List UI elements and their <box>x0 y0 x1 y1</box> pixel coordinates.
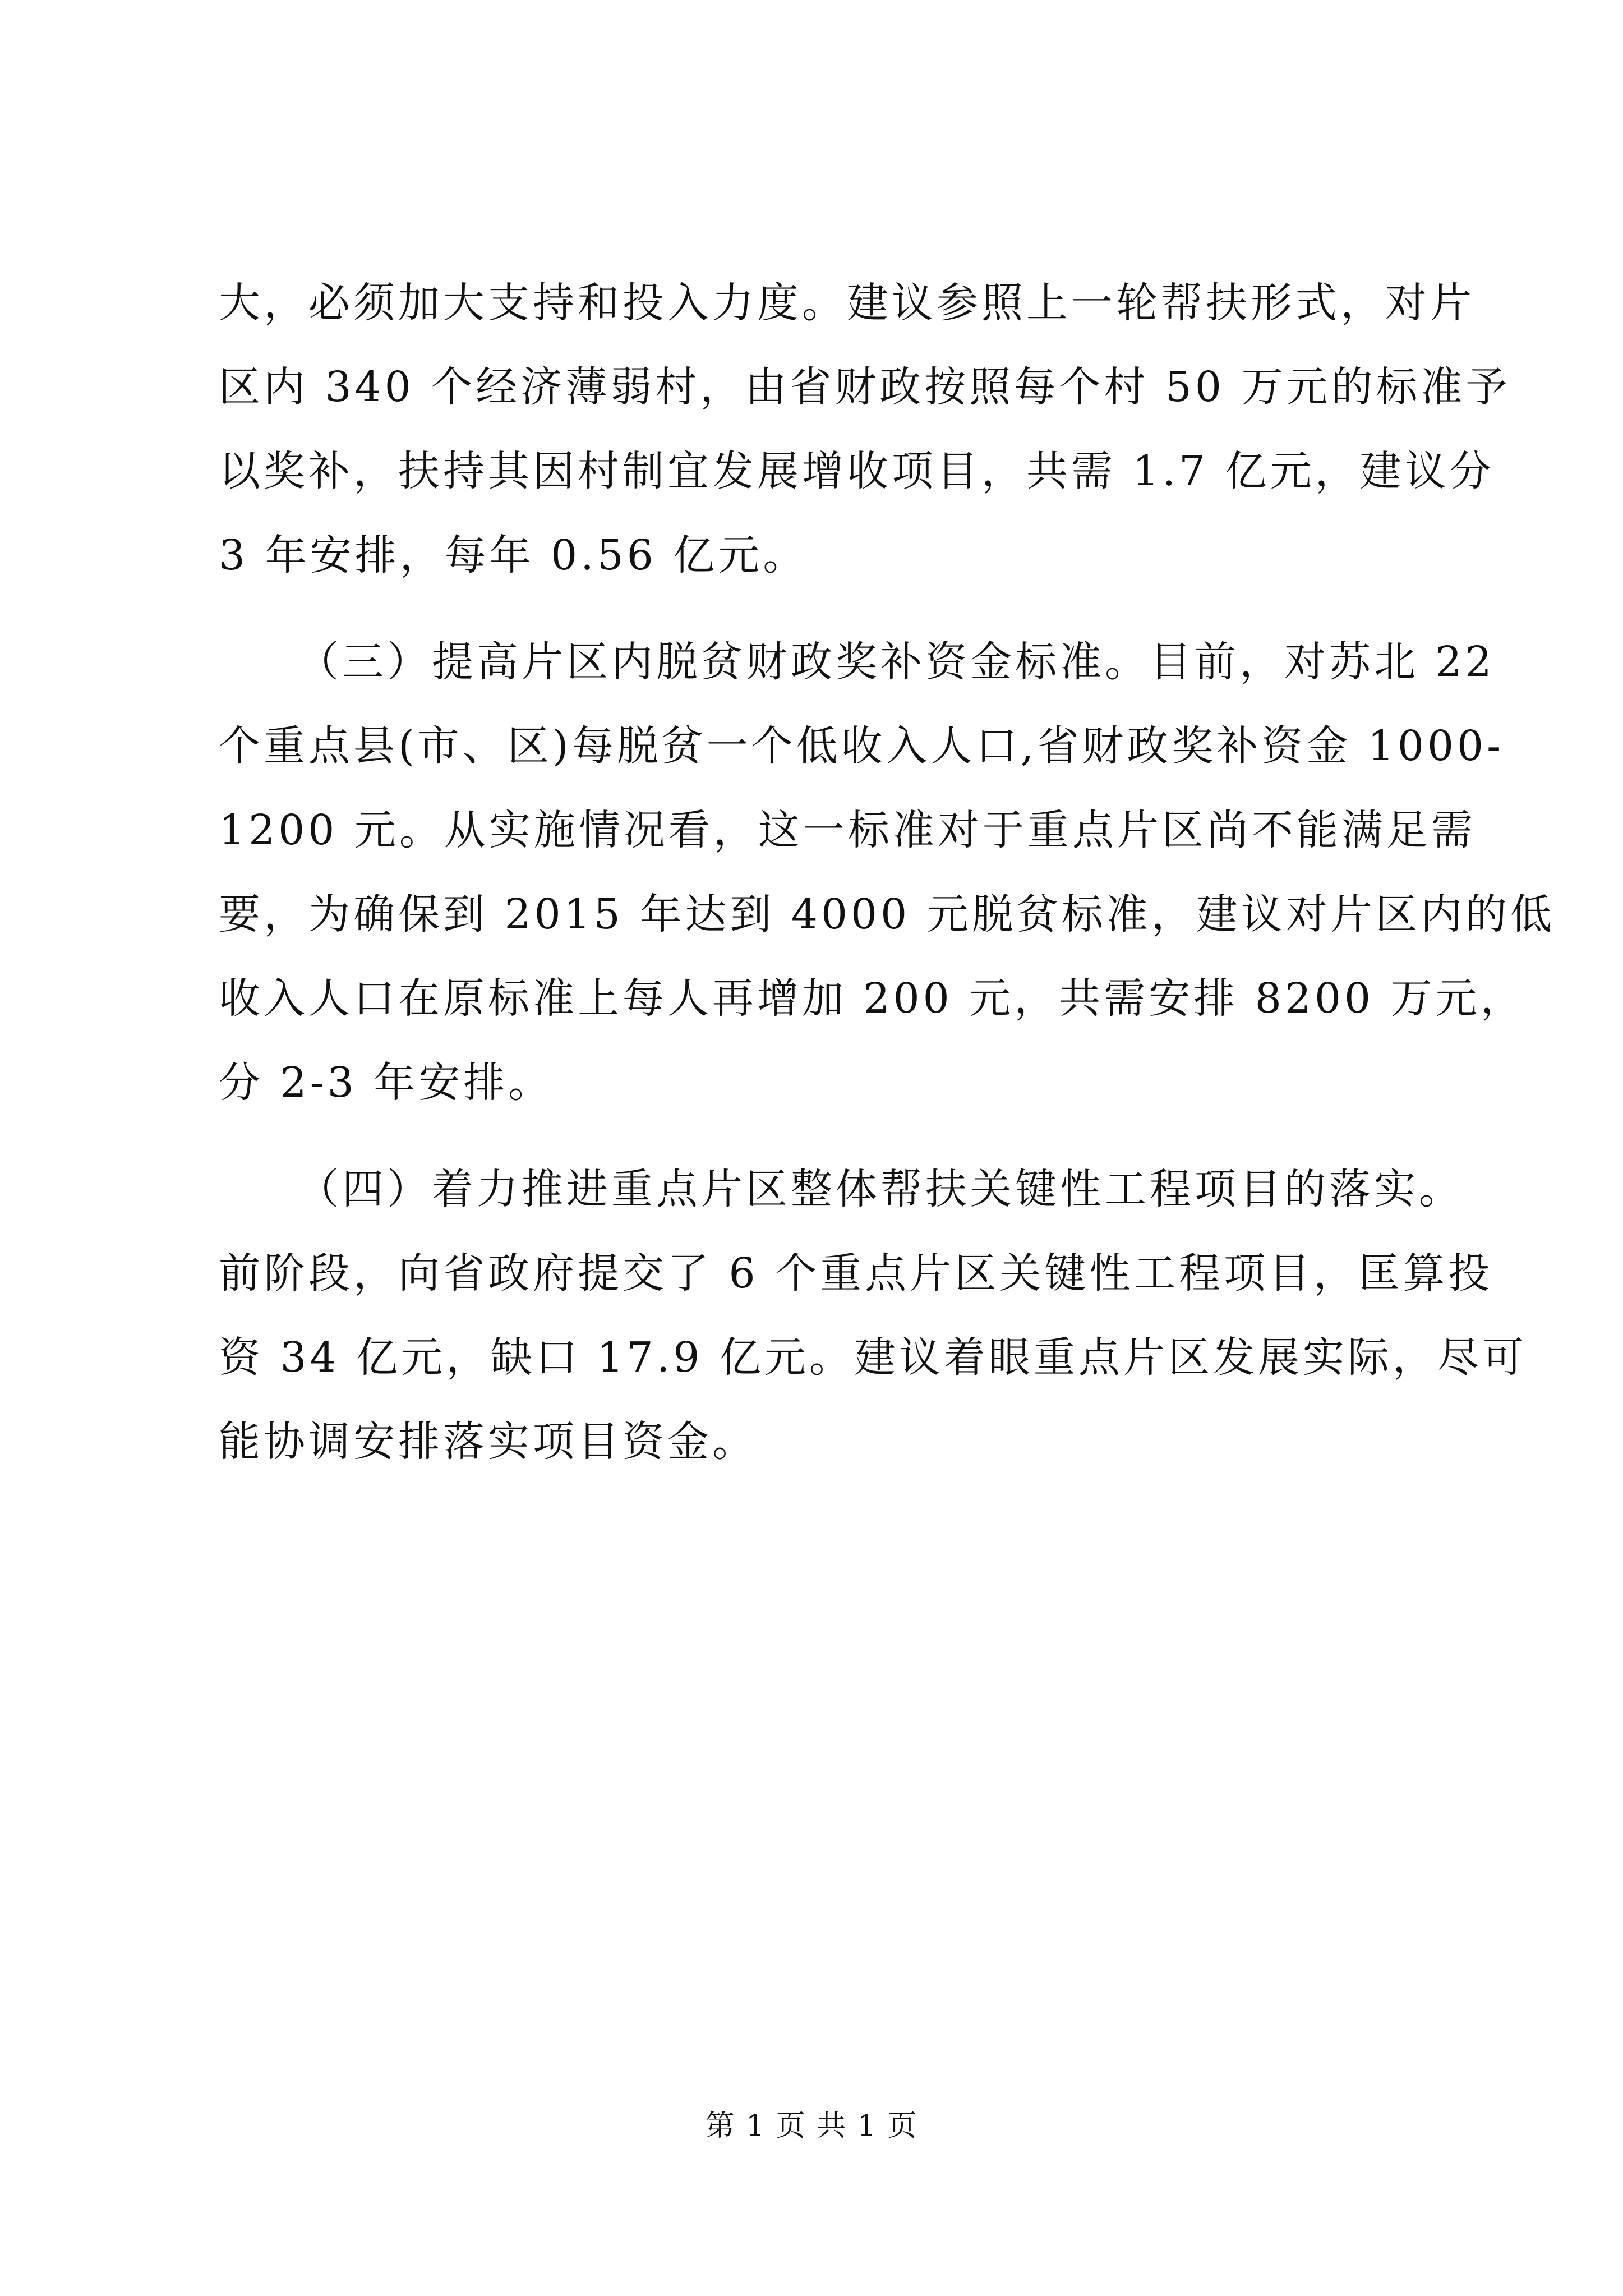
text-line: 前阶段，向省政府提交了 6 个重点片区关键性工程项目，匡算投 <box>219 1249 1493 1297</box>
text-line: 3 年安排，每年 0.56 亿元。 <box>219 531 808 579</box>
text-line: 大，必须加大支持和投入力度。建议参照上一轮帮扶形式，对片 <box>219 279 1475 327</box>
page-number-footer: 第 1 页 共 1 页 <box>705 2109 918 2143</box>
text-line: 1200 元。从实施情况看，这一标准对于重点片区尚不能满足需 <box>219 806 1476 854</box>
text-line: 要，为确保到 2015 年达到 4000 元脱贫标准，建议对片区内的低 <box>219 890 1555 938</box>
text-line: 资 34 亿元，缺口 17.9 亿元。建议着眼重点片区发展实际，尽可 <box>219 1333 1528 1382</box>
text-line: （四）着力推进重点片区整体帮扶关键性工程项目的落实。 <box>297 1165 1464 1213</box>
paragraph <box>219 261 1511 597</box>
text-line: 分 2-3 年安排。 <box>219 1059 554 1107</box>
text-line: 收入人口在原标准上每人再增加 200 元，共需安排 8200 万元， <box>219 974 1525 1023</box>
text-line: （三）提高片区内脱贫财政奖补资金标准。目前，对苏北 22 <box>297 638 1495 686</box>
text-line: 区内 340 个经济薄弱村，由省财政按照每个村 50 万元的标准予 <box>219 363 1511 411</box>
text-line: 以奖补，扶持其因村制宜发展增收项目，共需 1.7 亿元，建议分 <box>219 447 1495 495</box>
document-body <box>219 261 1555 1484</box>
text-line: 能协调安排落实项目资金。 <box>219 1418 757 1466</box>
text-line: 个重点县(市、区)每脱贫一个低收入人口,省财政奖补资金 1000- <box>219 722 1505 770</box>
paragraph <box>219 1147 1528 1484</box>
paragraph <box>219 620 1555 1125</box>
